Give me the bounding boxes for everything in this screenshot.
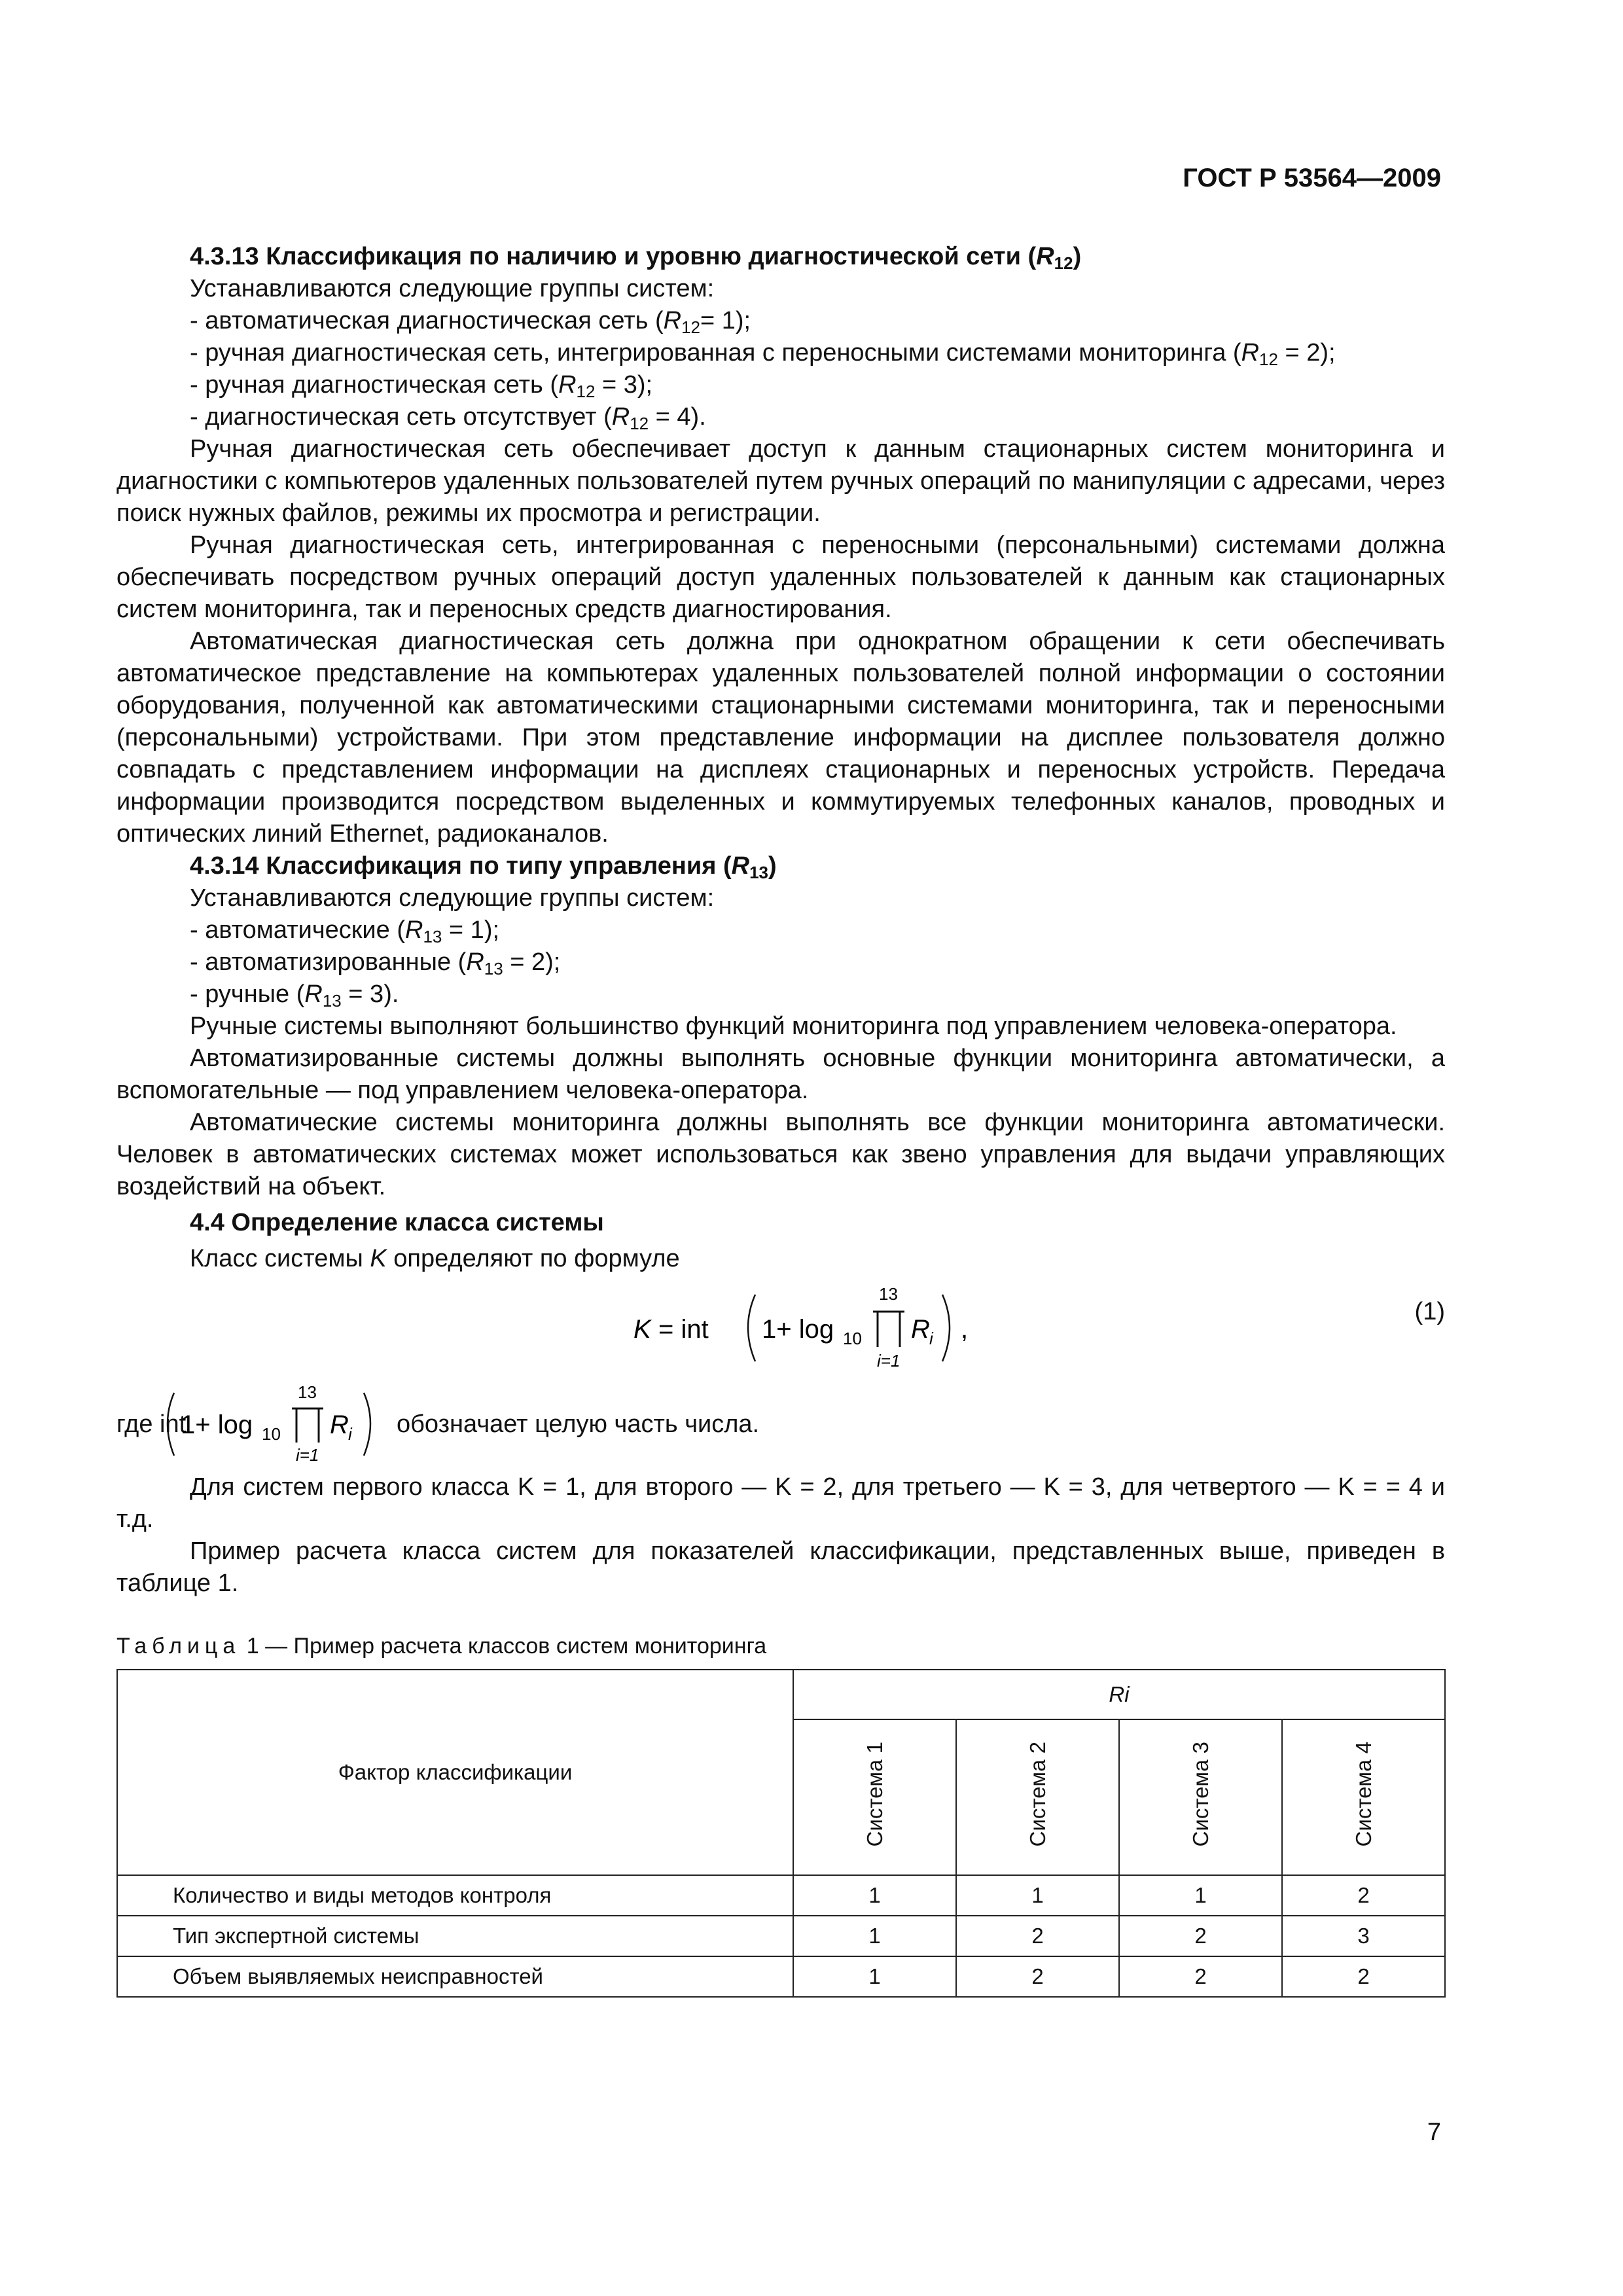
item-r: R [466,948,484,976]
formula-upper-limit: 13 [298,1382,317,1402]
item-value: = 2); [1277,339,1336,367]
formula-one-plus: 1+ log [181,1410,253,1439]
section-4-3-14-heading [116,850,1445,882]
item-value: = 1); [442,916,500,944]
item-text: - ручные ( [190,980,305,1008]
formula-eq: = int [658,1315,709,1344]
section-intro: Устанавливаются следующие группы систем: [190,884,715,912]
item-sub: 12 [1259,350,1278,369]
factor-name: Количество и виды методов контроля [117,1875,793,1916]
item-r: R [663,307,682,334]
system-label: Система 2 [1025,1742,1050,1847]
system-header [1119,1719,1282,1875]
system-header [956,1719,1119,1875]
standard-id: ГОСТ Р 53564—2009 [1183,164,1441,192]
ri-value: 3 [1282,1916,1445,1956]
section-4-4-heading: 4.4 Определение класса системы [190,1209,604,1236]
system-label: Система 4 [1351,1742,1376,1847]
paragraph: Автоматизированные системы должны выполнять основные функции мониторинга автоматически, а вспомогательные — под управлением человека-оператора. [116,1045,1445,1104]
classification-table [116,1669,1446,1998]
product-sign [292,1408,323,1443]
formula-var-sub: i [348,1424,352,1444]
table-header-row [117,1670,1445,1719]
item-value: = 3); [595,371,653,399]
item-r: R [558,371,577,399]
section-4-3-13-heading [116,241,1445,273]
system-label: Система 1 [862,1742,887,1847]
list-item [116,914,1445,946]
table-row [117,1875,1445,1916]
item-sub: 12 [630,414,649,433]
ri-value: 2 [956,1916,1119,1956]
table-caption [116,1632,1445,1660]
paragraph: Ручные системы выполняют большинство функций мониторинга под управлением человека-оператора. [190,1013,1397,1040]
ri-value: 1 [1119,1875,1282,1916]
paragraph: Автоматические системы мониторинга должны выполнять все функции мониторинга автоматически. Человек в автоматических системах может использоваться как звено управления для выдачи управляющих воздействий на объект. [116,1109,1445,1200]
item-sub: 13 [423,927,442,946]
item-r: R [304,980,323,1008]
formula-one-plus: 1+ log [762,1315,834,1344]
list-item [116,978,1445,1011]
item-text: - автоматические ( [190,916,405,944]
paragraph: Ручная диагностическая сеть, интегрированная с переносными (персональными) системами должна обеспечивать посредством ручных операций доступ удаленных пользователей к данным как стационарных систем мониторинга, так и переносных средств диагностирования. [116,531,1445,623]
item-sub: 12 [681,317,700,337]
inline-formula [160,1381,395,1473]
table-caption-title: 1 — Пример расчета классов систем мониторинга [240,1634,767,1659]
left-paren [168,1393,174,1456]
ri-header: Ri [793,1670,1445,1719]
paragraph-classes: Для систем первого класса K = 1, для второго — K = 2, для третьего — K = 3, для четвертого — K = = 4 и т.д. [116,1473,1445,1533]
paragraph: Автоматическая диагностическая сеть должна при однократном обращении к сети обеспечивать автоматическое представление на компьютерах удаленных пользователей полной информации о состоянии оборудования, полученной как автоматическими стационарными системами мониторинга, так и переносными (персональными) устройствами. При этом представление информации на дисплее пользователя должно совпадать с представлением информации на дисплеях стационарных и переносных устройств. Передача информации производится посредством выделенных и коммутируемых телефонных каналов, проводных и оптических линий Ethernet, радиоканалов. [116,628,1445,848]
list-item [116,369,1445,401]
where-explanation: обозначает целую часть числа. [397,1410,760,1438]
ri-value: 1 [793,1916,956,1956]
heading-close: ) [768,852,777,880]
intro-text-end: определяют по формуле [386,1245,680,1272]
heading-r: R [731,852,750,880]
item-text: - ручная диагностическая сеть, интегрированная с переносными системами мониторинга ( [190,339,1241,367]
factor-name: Объем выявляемых неисправностей [117,1956,793,1997]
ri-value: 1 [793,1875,956,1916]
page-content [116,241,1445,1998]
item-text: - автоматизированные ( [190,948,467,976]
heading-r-sub: 13 [749,863,768,882]
list-item [116,337,1445,369]
heading-text: 4.3.13 Классификация по наличию и уровню диагностической сети ( [190,243,1037,270]
page-number: 7 [1427,2119,1441,2146]
item-text: - диагностическая сеть отсутствует ( [190,403,612,431]
formula-log-base: 10 [843,1329,862,1348]
paragraph-example: Пример расчета класса систем для показателей классификации, представленных выше, приведен в таблице 1. [116,1537,1445,1597]
ri-value: 2 [1282,1956,1445,1997]
factor-header: Фактор классификации [117,1670,793,1875]
formula-lhs: K [633,1315,651,1344]
formula-var: R [330,1410,349,1439]
list-item [116,401,1445,433]
system-header [793,1719,956,1875]
item-value: = 4). [649,403,706,431]
right-paren [364,1393,370,1456]
item-sub: 13 [322,991,342,1011]
formula-var: R [911,1315,930,1344]
where-text: где int [116,1410,187,1438]
equation-number: (1) [1414,1298,1445,1325]
formula-main [633,1282,1065,1382]
heading-text: 4.3.14 Классификация по типу управления ( [190,852,732,880]
formula-lower-limit: i=1 [296,1445,319,1465]
ri-value: 2 [1119,1916,1282,1956]
item-sub: 12 [576,382,596,401]
ri-value: 2 [956,1956,1119,1997]
system-header [1282,1719,1445,1875]
table-row [117,1916,1445,1956]
ri-value: 1 [956,1875,1119,1916]
intro-text: Класс системы [190,1245,370,1272]
formula-explanation [116,1381,1445,1465]
formula-comma: , [961,1315,969,1344]
formula-log-base: 10 [262,1424,281,1444]
table-caption-word: Таблица [116,1634,241,1659]
list-item [116,305,1445,337]
inline-formula-svg [160,1381,395,1465]
item-value: = 3). [341,980,399,1008]
right-paren [942,1295,950,1361]
item-r: R [405,916,423,944]
factor-name: Тип экспертной системы [117,1916,793,1956]
ri-value: 2 [1119,1956,1282,1997]
product-sign [873,1312,904,1347]
heading-close: ) [1073,243,1082,270]
item-text: - автоматическая диагностическая сеть ( [190,307,664,334]
ri-value: 2 [1282,1875,1445,1916]
formula-lower-limit: i=1 [877,1351,901,1371]
heading-r: R [1036,243,1054,270]
system-label: Система 3 [1188,1742,1213,1847]
paragraph: Ручная диагностическая сеть обеспечивает доступ к данным стационарных систем мониторинга и диагностики с компьютеров удаленных пользователей путем ручных операций по манипуляции с адресами, через поиск нужных файлов, режимы их просмотра и регистрации. [116,435,1445,527]
item-r: R [611,403,630,431]
list-item [116,946,1445,978]
formula-var-sub: i [929,1329,933,1348]
item-r: R [1241,339,1260,367]
item-value: = 2); [503,948,561,976]
intro-k: K [370,1245,387,1272]
formula-upper-limit: 13 [879,1284,898,1304]
item-sub: 13 [484,959,503,978]
heading-r-sub: 12 [1054,253,1073,273]
ri-value: 1 [793,1956,956,1997]
left-paren [748,1295,755,1361]
formula-svg [633,1282,1065,1373]
item-value: = 1); [700,307,751,334]
formula-block [116,1282,1445,1373]
formula-intro [116,1243,1445,1275]
item-text: - ручная диагностическая сеть ( [190,371,559,399]
section-intro: Устанавливаются следующие группы систем: [190,275,715,302]
table-row [117,1956,1445,1997]
